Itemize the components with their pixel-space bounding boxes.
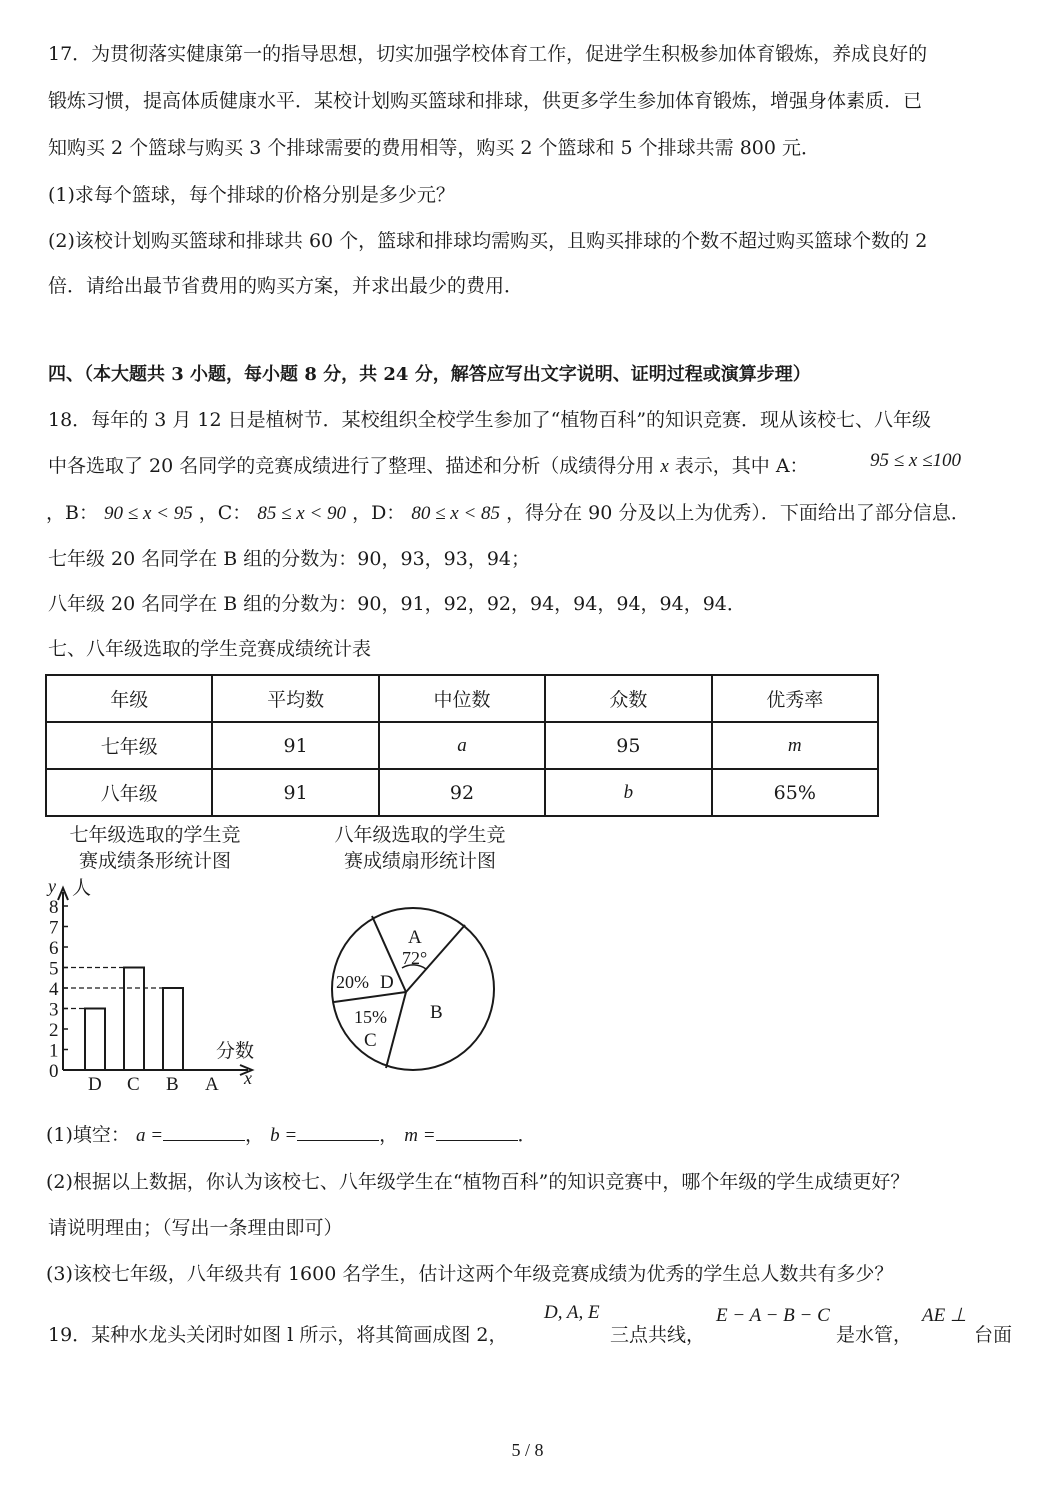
q18-line-2-tail: 表示，其中 A： — [674, 455, 809, 477]
q18-line-3 — [46, 499, 970, 528]
bar-C — [124, 968, 144, 1071]
q19-tail: 台面 — [974, 1324, 1013, 1346]
x-axis-title: 分数 — [216, 1040, 255, 1062]
q18-part-3: (3)该校七年级，八年级共有 1600 名学生，估计这两个年级竞赛成绩为优秀的学生总人数共有多少？ — [46, 1263, 894, 1285]
q17-part-2-line-2: 倍．请给出最节省费用的购买方案，并求出最少的费用． — [48, 275, 524, 297]
table-header-row — [46, 675, 878, 722]
fill-b-label: b = — [270, 1125, 298, 1146]
range-c: 85 ≤ x < 90 — [257, 503, 347, 524]
q19-mid-2: 是水管， — [836, 1324, 913, 1346]
pie-chart — [322, 898, 502, 1080]
table-header: 平均数 — [212, 675, 378, 722]
pie-divider — [334, 992, 406, 1002]
x-axis-symbol: x — [244, 1068, 252, 1088]
x-tick-label: B — [166, 1074, 179, 1094]
q17-line-3: 知购买 2 个篮球与购买 3 个排球需要的费用相等，购买 2 个篮球和 5 个排球共需 800 元． — [48, 137, 821, 159]
q19-perp: AE ⊥ — [922, 1305, 967, 1326]
pie-caption-line-2: 赛成绩扇形统计图 — [343, 850, 496, 872]
fill-blank-line: (1)填空： a = ， b = ， m = ． — [46, 1124, 537, 1146]
q18-variable-x: x — [660, 456, 669, 477]
q19-prefix: 19．某种水龙头关闭时如图 l 所示，将其简画成图 2， — [48, 1324, 508, 1346]
fill-m-blank[interactable] — [436, 1122, 518, 1141]
pie-annotation-c: 15% — [354, 1007, 387, 1027]
x-tick-label: C — [127, 1074, 140, 1094]
y-tick-label: 5 — [49, 958, 59, 980]
table-cell: m — [712, 722, 878, 769]
fill-a-blank[interactable] — [163, 1122, 245, 1141]
q19-pipe: E − A − B − C — [716, 1305, 830, 1326]
label-b: ，B： — [46, 502, 98, 524]
pie-chart-caption — [315, 822, 525, 874]
q18-part-2-line-2: 请说明理由；（写出一条理由即可） — [48, 1217, 343, 1239]
pie-label-b: B — [430, 1002, 443, 1023]
y-tick-label: 0 — [49, 1061, 59, 1082]
pie-label-c: C — [364, 1030, 377, 1051]
fill-b-blank[interactable] — [297, 1122, 379, 1141]
y-tick-label: 7 — [49, 917, 59, 939]
q17-line-1: 17．为贯彻落实健康第一的指导思想，切实加强学校体育工作，促进学生积极参加体育锻炼，养成良好的 — [48, 43, 928, 65]
q17-part-2-line-1: (2)该校计划购买篮球和排球共 60 个，篮球和排球均需购买，且购买排球的个数不超过购买篮球个数的 2 — [48, 230, 928, 252]
stats-table — [45, 674, 879, 817]
q19-mid-1: 三点共线， — [610, 1324, 706, 1346]
q18-line-3-tail: ，得分在 90 分及以上为优秀）．下面给出了部分信息． — [506, 502, 970, 524]
pie-divider — [386, 992, 406, 1068]
range-b: 90 ≤ x < 95 — [104, 503, 193, 524]
bar-B — [163, 988, 183, 1070]
bar-chart — [40, 872, 280, 1094]
table-row — [46, 769, 878, 816]
bar-caption-line-2: 赛成绩条形统计图 — [78, 850, 231, 872]
table-header: 众数 — [545, 675, 711, 722]
page-number: 5 / 8 — [511, 1440, 544, 1460]
y-tick-label: 8 — [49, 897, 59, 918]
q19-points: D, A, E — [544, 1302, 600, 1323]
y-axis-title: 人 — [72, 877, 92, 899]
y-tick-label: 4 — [49, 979, 59, 1000]
pie-annotation-d: 20% — [336, 972, 369, 992]
table-cell: a — [379, 722, 545, 769]
label-d: ，D： — [352, 502, 406, 524]
y-tick-label: 3 — [49, 999, 59, 1021]
label-c: ，C： — [198, 502, 252, 524]
table-cell: 91 — [212, 769, 378, 816]
pie-caption-line-1: 八年级选取的学生竞 — [334, 824, 506, 846]
bar-chart-caption — [50, 822, 260, 874]
q17-part-1: (1)求每个篮球，每个排球的价格分别是多少元？ — [48, 184, 455, 206]
table-row — [46, 722, 878, 769]
range-a: 95 ≤ x ≤100 — [870, 450, 962, 471]
table-cell: 92 — [379, 769, 545, 816]
fill-prefix: (1)填空： — [46, 1124, 130, 1146]
x-tick-label: A — [205, 1074, 219, 1094]
table-title: 七、八年级选取的学生竞赛成绩统计表 — [48, 638, 372, 660]
pie-label-d: D — [380, 972, 394, 993]
table-cell: 八年级 — [46, 769, 212, 816]
table-header: 中位数 — [379, 675, 545, 722]
table-cell: 91 — [212, 722, 378, 769]
table-header: 年级 — [46, 675, 212, 722]
y-tick-label: 6 — [49, 938, 59, 959]
q18-line-2 — [48, 452, 809, 481]
q18-part-2-line-1: (2)根据以上数据，你认为该校七、八年级学生在“植物百科”的知识竞赛中，哪个年级的学生成绩更好？ — [46, 1171, 910, 1193]
table-cell: 95 — [545, 722, 711, 769]
fill-a-label: a = — [135, 1125, 164, 1146]
y-axis-symbol: y — [48, 876, 56, 896]
table-header: 优秀率 — [712, 675, 878, 722]
y-tick-label: 2 — [49, 1020, 59, 1041]
y-tick-label: 1 — [49, 1040, 59, 1062]
grade8-b-scores: 八年级 20 名同学在 B 组的分数为：90，91，92，92，94，94，94，94，94． — [48, 593, 746, 615]
fill-m-label: m = — [404, 1125, 436, 1146]
table-cell: b — [545, 769, 711, 816]
bar-D — [85, 1009, 105, 1071]
q18-line-2-text: 中各选取了 20 名同学的竞赛成绩进行了整理、描述和分析（成绩得分用 — [48, 455, 655, 477]
table-cell: 65% — [712, 769, 878, 816]
q17-line-2: 锻炼习惯，提高体质健康水平．某校计划购买篮球和排球，供更多学生参加体育锻炼，增强身体素质．已 — [48, 90, 923, 112]
pie-annotation-a: 72° — [402, 948, 428, 968]
x-tick-label: D — [88, 1074, 102, 1094]
q18-line-1: 18．每年的 3 月 12 日是植树节．某校组织全校学生参加了“植物百科”的知识竞赛．现从该校七、八年级 — [48, 409, 932, 431]
bar-caption-line-1: 七年级选取的学生竞 — [69, 824, 241, 846]
section-heading: 四、（本大题共 3 小题，每小题 8 分，共 24 分，解答应写出文字说明、证明过程或演算步理） — [48, 364, 811, 385]
range-d: 80 ≤ x < 85 — [411, 503, 501, 524]
grade7-b-scores: 七年级 20 名同学在 B 组的分数为：90，93，93，94； — [48, 548, 531, 570]
pie-label-a: A — [408, 927, 422, 948]
table-cell: 七年级 — [46, 722, 212, 769]
